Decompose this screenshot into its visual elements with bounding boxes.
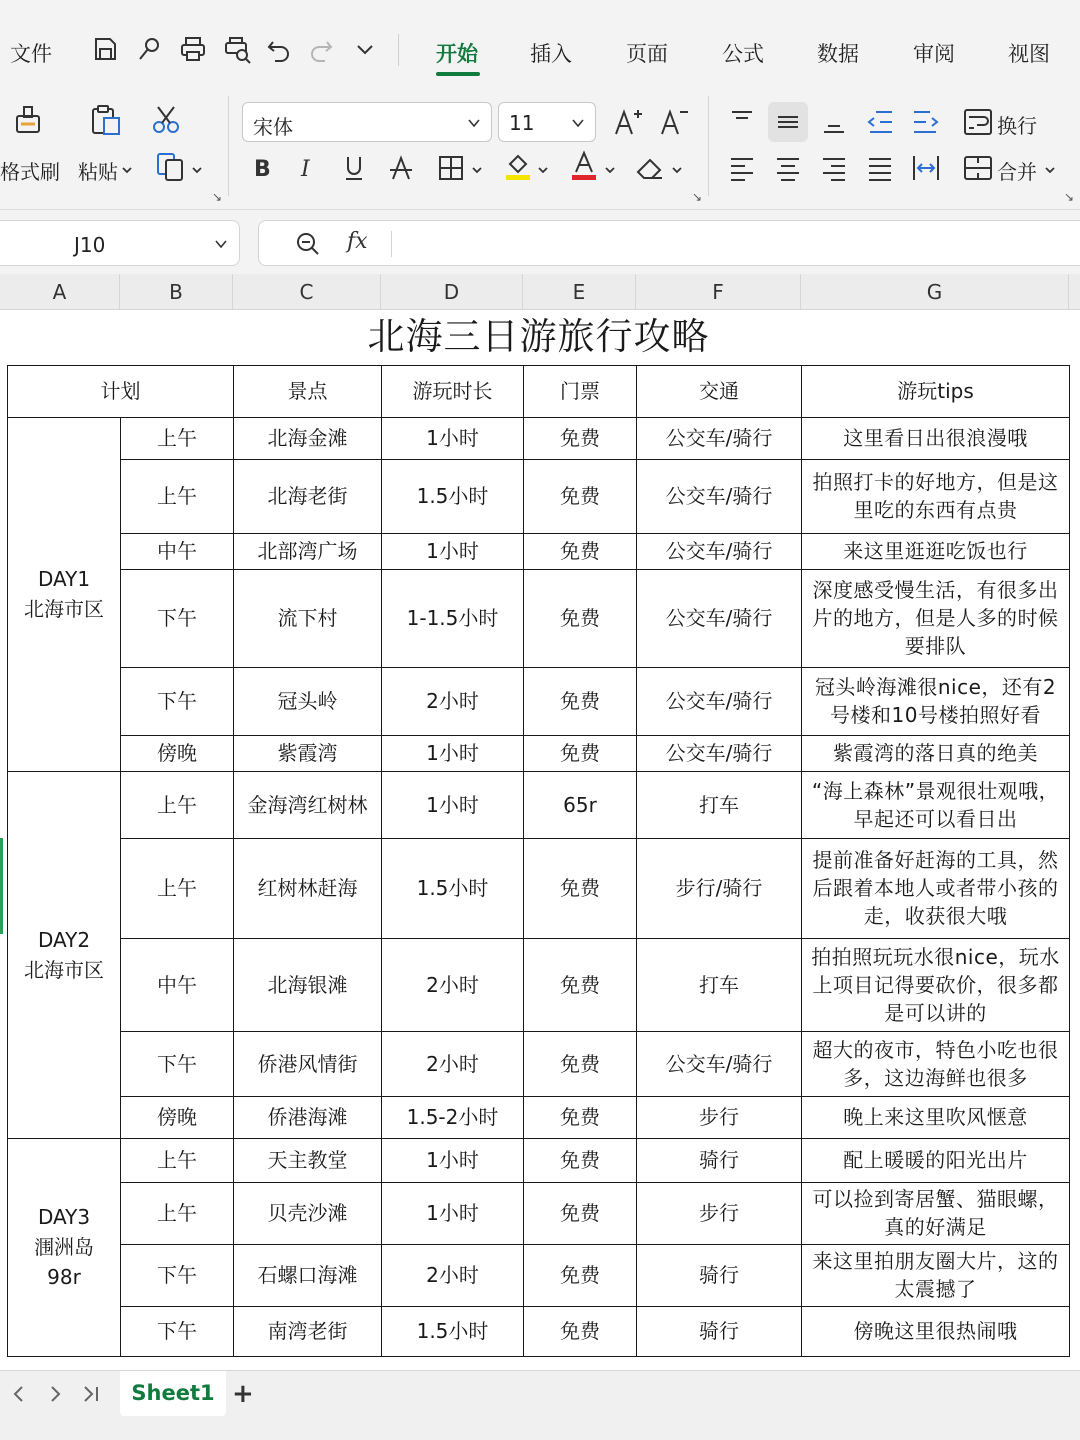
time-cell[interactable]: 上午 [121, 771, 234, 838]
time-cell[interactable]: 上午 [121, 838, 234, 938]
menu-bar [0, 0, 1080, 84]
time-cell[interactable]: 下午 [121, 1031, 234, 1096]
tab-view[interactable]: 视图 [1008, 42, 1050, 66]
format-painter-label[interactable]: 格式刷 [0, 160, 60, 184]
header-transport[interactable]: 交通 [637, 365, 802, 417]
sheet-tab-sheet1[interactable] [120, 1371, 226, 1417]
header-spot[interactable]: 景点 [234, 365, 382, 417]
ticket-cell[interactable]: 免费 [524, 1096, 637, 1138]
transport-cell[interactable]: 骑行 [637, 1244, 802, 1306]
column-header-d[interactable]: D [381, 274, 523, 310]
time-cell[interactable]: 上午 [121, 1138, 234, 1182]
table-row [8, 1306, 1070, 1356]
table-row [8, 938, 1070, 1031]
font-size-value: 11 [509, 111, 535, 135]
align-left-icon[interactable] [726, 152, 758, 184]
formula-bar [0, 210, 1080, 274]
distributed-align-icon[interactable] [910, 152, 942, 184]
font-color-icon[interactable] [568, 150, 600, 182]
time-cell[interactable]: 下午 [121, 667, 234, 735]
tips-cell[interactable]: 提前准备好赶海的工具，然后跟着本地人或者带小孩的走，收获很大哦 [802, 838, 1070, 938]
name-box-chevron-down-icon[interactable] [214, 237, 228, 251]
time-cell[interactable]: 中午 [121, 938, 234, 1031]
paste-label[interactable]: 粘贴 [78, 160, 118, 184]
column-header-g[interactable]: G [801, 274, 1069, 310]
sheet-title[interactable]: 北海三日游旅行攻略 [8, 310, 1070, 365]
table-row [8, 838, 1070, 938]
redo-icon[interactable] [306, 34, 336, 64]
more-chevron-down-icon[interactable] [350, 34, 380, 64]
transport-cell[interactable]: 公交车/骑行 [637, 735, 802, 771]
tips-cell[interactable]: 可以捡到寄居蟹、猫眼螺，真的好满足 [802, 1182, 1070, 1244]
column-header-c[interactable]: C [233, 274, 381, 310]
svg-text:B: B [254, 157, 271, 182]
ticket-cell[interactable]: 免费 [524, 735, 637, 771]
tab-formula[interactable]: 公式 [722, 42, 764, 66]
tips-cell[interactable]: 傍晚这里很热闹哦 [802, 1306, 1070, 1356]
tips-cell[interactable]: 这里看日出很浪漫哦 [802, 417, 1070, 459]
tab-data[interactable]: 数据 [817, 42, 859, 66]
clear-eraser-icon[interactable] [634, 152, 666, 184]
table-row [8, 1096, 1070, 1138]
next-sheet-chevron-right-icon[interactable] [44, 1383, 66, 1405]
tips-cell[interactable]: 超大的夜市，特色小吃也很多，这边海鲜也很多 [802, 1031, 1070, 1096]
merge-cells-icon[interactable] [962, 152, 994, 184]
duration-cell[interactable]: 1.5小时 [382, 459, 524, 533]
spot-cell[interactable]: 侨港海滩 [234, 1096, 382, 1138]
tab-page[interactable]: 页面 [626, 42, 668, 66]
group-separator [708, 96, 709, 196]
group-separator [228, 96, 229, 196]
ticket-cell[interactable]: 65r [524, 771, 637, 838]
duration-cell[interactable]: 2小时 [382, 938, 524, 1031]
zoom-formula-icon[interactable] [295, 231, 321, 257]
duration-cell[interactable]: 1小时 [382, 417, 524, 459]
spot-cell[interactable]: 南湾老街 [234, 1306, 382, 1356]
ticket-cell[interactable]: 免费 [524, 1244, 637, 1306]
prev-sheet-chevron-left-icon[interactable] [8, 1383, 30, 1405]
font-name-value: 宋体 [253, 115, 293, 139]
underline-icon[interactable] [338, 152, 370, 184]
ticket-cell[interactable]: 免费 [524, 1138, 637, 1182]
ticket-cell[interactable]: 免费 [524, 569, 637, 667]
transport-cell[interactable]: 公交车/骑行 [637, 1031, 802, 1096]
header-duration[interactable]: 游玩时长 [382, 365, 524, 417]
time-cell[interactable]: 上午 [121, 417, 234, 459]
clipboard-launcher-icon[interactable]: ↘ [212, 190, 223, 204]
strikethrough-icon[interactable] [385, 152, 417, 184]
day-label-cell[interactable]: DAY3 涠洲岛 98r [8, 1138, 121, 1356]
ticket-cell[interactable]: 免费 [524, 459, 637, 533]
ribbon [0, 84, 1080, 210]
paste-icon[interactable] [90, 104, 122, 136]
ticket-cell[interactable]: 免费 [524, 938, 637, 1031]
tips-cell[interactable]: 晚上来这里吹风惬意 [802, 1096, 1070, 1138]
spot-cell[interactable]: 石螺口海滩 [234, 1244, 382, 1306]
font-size-chevron-down-icon [571, 116, 585, 130]
duration-cell[interactable]: 1-1.5小时 [382, 569, 524, 667]
ticket-cell[interactable]: 免费 [524, 1306, 637, 1356]
duration-cell[interactable]: 2小时 [382, 1031, 524, 1096]
table-row [8, 1244, 1070, 1306]
header-row [8, 365, 1070, 417]
worksheet [0, 310, 1080, 1370]
font-name-chevron-down-icon [467, 116, 481, 130]
font-name-select[interactable] [242, 102, 492, 142]
menu-file[interactable]: 文件 [10, 42, 52, 66]
share-icon[interactable] [134, 34, 164, 64]
time-cell[interactable]: 上午 [121, 459, 234, 533]
day-label-cell[interactable]: DAY1 北海市区 [8, 417, 121, 771]
clear-chevron-down-icon[interactable] [670, 163, 684, 177]
spot-cell[interactable]: 冠头岭 [234, 667, 382, 735]
sheet-tab-label: Sheet1 [131, 1381, 215, 1405]
column-header-row [0, 274, 1080, 310]
table-row [8, 1138, 1070, 1182]
ticket-cell[interactable]: 免费 [524, 533, 637, 569]
fill-color-chevron-down-icon[interactable] [536, 163, 550, 177]
spot-cell[interactable]: 流下村 [234, 569, 382, 667]
tips-cell[interactable]: 来这里逛逛吃饭也行 [802, 533, 1070, 569]
table-row [8, 735, 1070, 771]
tab-insert[interactable]: 插入 [530, 42, 572, 66]
time-cell[interactable]: 下午 [121, 1244, 234, 1306]
font-color-chevron-down-icon[interactable] [603, 163, 617, 177]
tips-cell[interactable]: 紫霞湾的落日真的绝美 [802, 735, 1070, 771]
bold-icon[interactable] [246, 152, 278, 184]
transport-cell[interactable]: 公交车/骑行 [637, 459, 802, 533]
transport-cell[interactable]: 公交车/骑行 [637, 667, 802, 735]
transport-cell[interactable]: 公交车/骑行 [637, 533, 802, 569]
time-cell[interactable]: 下午 [121, 569, 234, 667]
align-right-icon[interactable] [818, 152, 850, 184]
justify-icon[interactable] [864, 152, 896, 184]
cell-reference: J10 [74, 233, 106, 257]
spot-cell[interactable]: 北海银滩 [234, 938, 382, 1031]
spot-cell[interactable]: 紫霞湾 [234, 735, 382, 771]
name-box[interactable] [0, 220, 240, 266]
duration-cell[interactable]: 1小时 [382, 771, 524, 838]
paste-chevron-down-icon[interactable] [120, 163, 134, 177]
spot-cell[interactable]: 金海湾红树林 [234, 771, 382, 838]
transport-cell[interactable]: 骑行 [637, 1306, 802, 1356]
duration-cell[interactable]: 1小时 [382, 533, 524, 569]
wrap-text-icon[interactable] [962, 106, 994, 138]
tips-cell[interactable]: “海上森林”景观很壮观哦，早起还可以看日出 [802, 771, 1070, 838]
duration-cell[interactable]: 1.5小时 [382, 1306, 524, 1356]
duration-cell[interactable]: 1小时 [382, 1138, 524, 1182]
merge-chevron-down-icon[interactable] [1043, 163, 1057, 177]
borders-icon[interactable] [435, 152, 467, 184]
transport-cell[interactable]: 公交车/骑行 [637, 417, 802, 459]
fx-icon[interactable]: fx [347, 229, 368, 254]
fill-color-swatch [506, 175, 530, 180]
tips-cell[interactable]: 配上暖暖的阳光出片 [802, 1138, 1070, 1182]
active-tab-indicator [436, 72, 480, 76]
format-painter-icon[interactable] [12, 104, 44, 136]
font-color-swatch [572, 175, 596, 180]
transport-cell[interactable]: 步行 [637, 1182, 802, 1244]
tips-cell[interactable]: 冠头岭海滩很nice，还有2号楼和10号楼拍照好看 [802, 667, 1070, 735]
column-header-e[interactable]: E [523, 274, 636, 310]
spot-cell[interactable]: 北海老街 [234, 459, 382, 533]
transport-cell[interactable]: 步行 [637, 1096, 802, 1138]
menu-separator [398, 34, 399, 66]
sheet-tab-bar [0, 1370, 1080, 1416]
time-cell[interactable]: 傍晚 [121, 1096, 234, 1138]
copy-chevron-down-icon[interactable] [190, 163, 204, 177]
table-row [8, 667, 1070, 735]
spot-cell[interactable]: 贝壳沙滩 [234, 1182, 382, 1244]
table-row [8, 569, 1070, 667]
decrease-font-size-icon[interactable] [658, 106, 690, 138]
undo-icon[interactable] [264, 34, 294, 64]
title-row [8, 310, 1070, 365]
header-plan[interactable]: 计划 [8, 365, 234, 417]
duration-cell[interactable]: 1小时 [382, 1182, 524, 1244]
merge-label[interactable]: 合并 [997, 160, 1037, 184]
transport-cell[interactable]: 步行/骑行 [637, 838, 802, 938]
decrease-indent-icon[interactable] [864, 106, 896, 138]
duration-cell[interactable]: 2小时 [382, 1244, 524, 1306]
column-header-f[interactable]: F [636, 274, 801, 310]
column-header-b[interactable]: B [120, 274, 233, 310]
align-bottom-icon[interactable] [818, 106, 850, 138]
table-row [8, 1182, 1070, 1244]
increase-indent-icon[interactable] [910, 106, 942, 138]
table-row [8, 771, 1070, 838]
table-row [8, 533, 1070, 569]
table-row [8, 417, 1070, 459]
header-ticket[interactable]: 门票 [524, 365, 637, 417]
print-icon[interactable] [178, 34, 208, 64]
spot-cell[interactable]: 侨港风情街 [234, 1031, 382, 1096]
borders-chevron-down-icon[interactable] [470, 163, 484, 177]
align-middle-icon[interactable] [772, 106, 804, 138]
print-preview-icon[interactable] [222, 34, 252, 64]
time-cell[interactable]: 上午 [121, 1182, 234, 1244]
align-top-icon[interactable] [726, 106, 758, 138]
spot-cell[interactable]: 红树林赶海 [234, 838, 382, 938]
formula-separator [391, 231, 392, 257]
tips-cell[interactable]: 来这里拍朋友圈大片，这的太震撼了 [802, 1244, 1070, 1306]
align-center-icon[interactable] [772, 152, 804, 184]
ticket-cell[interactable]: 免费 [524, 1182, 637, 1244]
ticket-cell[interactable]: 免费 [524, 417, 637, 459]
transport-cell[interactable]: 公交车/骑行 [637, 569, 802, 667]
spot-cell[interactable]: 天主教堂 [234, 1138, 382, 1182]
spot-cell[interactable]: 北部湾广场 [234, 533, 382, 569]
ticket-cell[interactable]: 免费 [524, 1031, 637, 1096]
tips-cell[interactable]: 拍照打卡的好地方，但是这里吃的东西有点贵 [802, 459, 1070, 533]
time-cell[interactable]: 中午 [121, 533, 234, 569]
duration-cell[interactable]: 1.5小时 [382, 838, 524, 938]
alignment-launcher-icon[interactable]: ↘ [1064, 190, 1075, 204]
duration-cell[interactable]: 1.5-2小时 [382, 1096, 524, 1138]
save-icon[interactable] [90, 34, 120, 64]
spot-cell[interactable]: 北海金滩 [234, 417, 382, 459]
add-sheet-button[interactable]: + [232, 1379, 254, 1409]
svg-text:I: I [301, 157, 310, 182]
duration-cell[interactable]: 2小时 [382, 667, 524, 735]
column-header-a[interactable]: A [0, 274, 120, 310]
time-cell[interactable]: 下午 [121, 1306, 234, 1356]
formula-input[interactable] [258, 220, 1080, 266]
copy-icon[interactable] [154, 150, 186, 182]
header-tips[interactable]: 游玩tips [802, 365, 1070, 417]
duration-cell[interactable]: 1小时 [382, 735, 524, 771]
ticket-cell[interactable]: 免费 [524, 838, 637, 938]
day-label-cell[interactable]: DAY2 北海市区 [8, 771, 121, 1138]
time-cell[interactable]: 傍晚 [121, 735, 234, 771]
increase-font-size-icon[interactable] [612, 106, 644, 138]
cut-icon[interactable] [150, 104, 182, 136]
status-bar [0, 1416, 1080, 1440]
transport-cell[interactable]: 骑行 [637, 1138, 802, 1182]
font-size-select[interactable] [498, 102, 596, 142]
tips-cell[interactable]: 深度感受慢生活，有很多出片的地方，但是人多的时候要排队 [802, 569, 1070, 667]
tab-review[interactable]: 审阅 [913, 42, 955, 66]
font-launcher-icon[interactable]: ↘ [692, 190, 703, 204]
fill-color-icon[interactable] [502, 150, 534, 182]
last-sheet-icon[interactable] [80, 1383, 102, 1405]
transport-cell[interactable]: 打车 [637, 938, 802, 1031]
tips-cell[interactable]: 拍拍照玩玩水很nice，玩水上项目记得要砍价，很多都是可以讲的 [802, 938, 1070, 1031]
transport-cell[interactable]: 打车 [637, 771, 802, 838]
ticket-cell[interactable]: 免费 [524, 667, 637, 735]
table-row [8, 1031, 1070, 1096]
italic-icon[interactable] [292, 152, 324, 184]
row-selection-indicator [0, 838, 3, 934]
itinerary-table [7, 310, 1070, 1357]
table-row [8, 459, 1070, 533]
wrap-text-label[interactable]: 换行 [997, 114, 1037, 138]
tab-home[interactable]: 开始 [436, 42, 478, 66]
